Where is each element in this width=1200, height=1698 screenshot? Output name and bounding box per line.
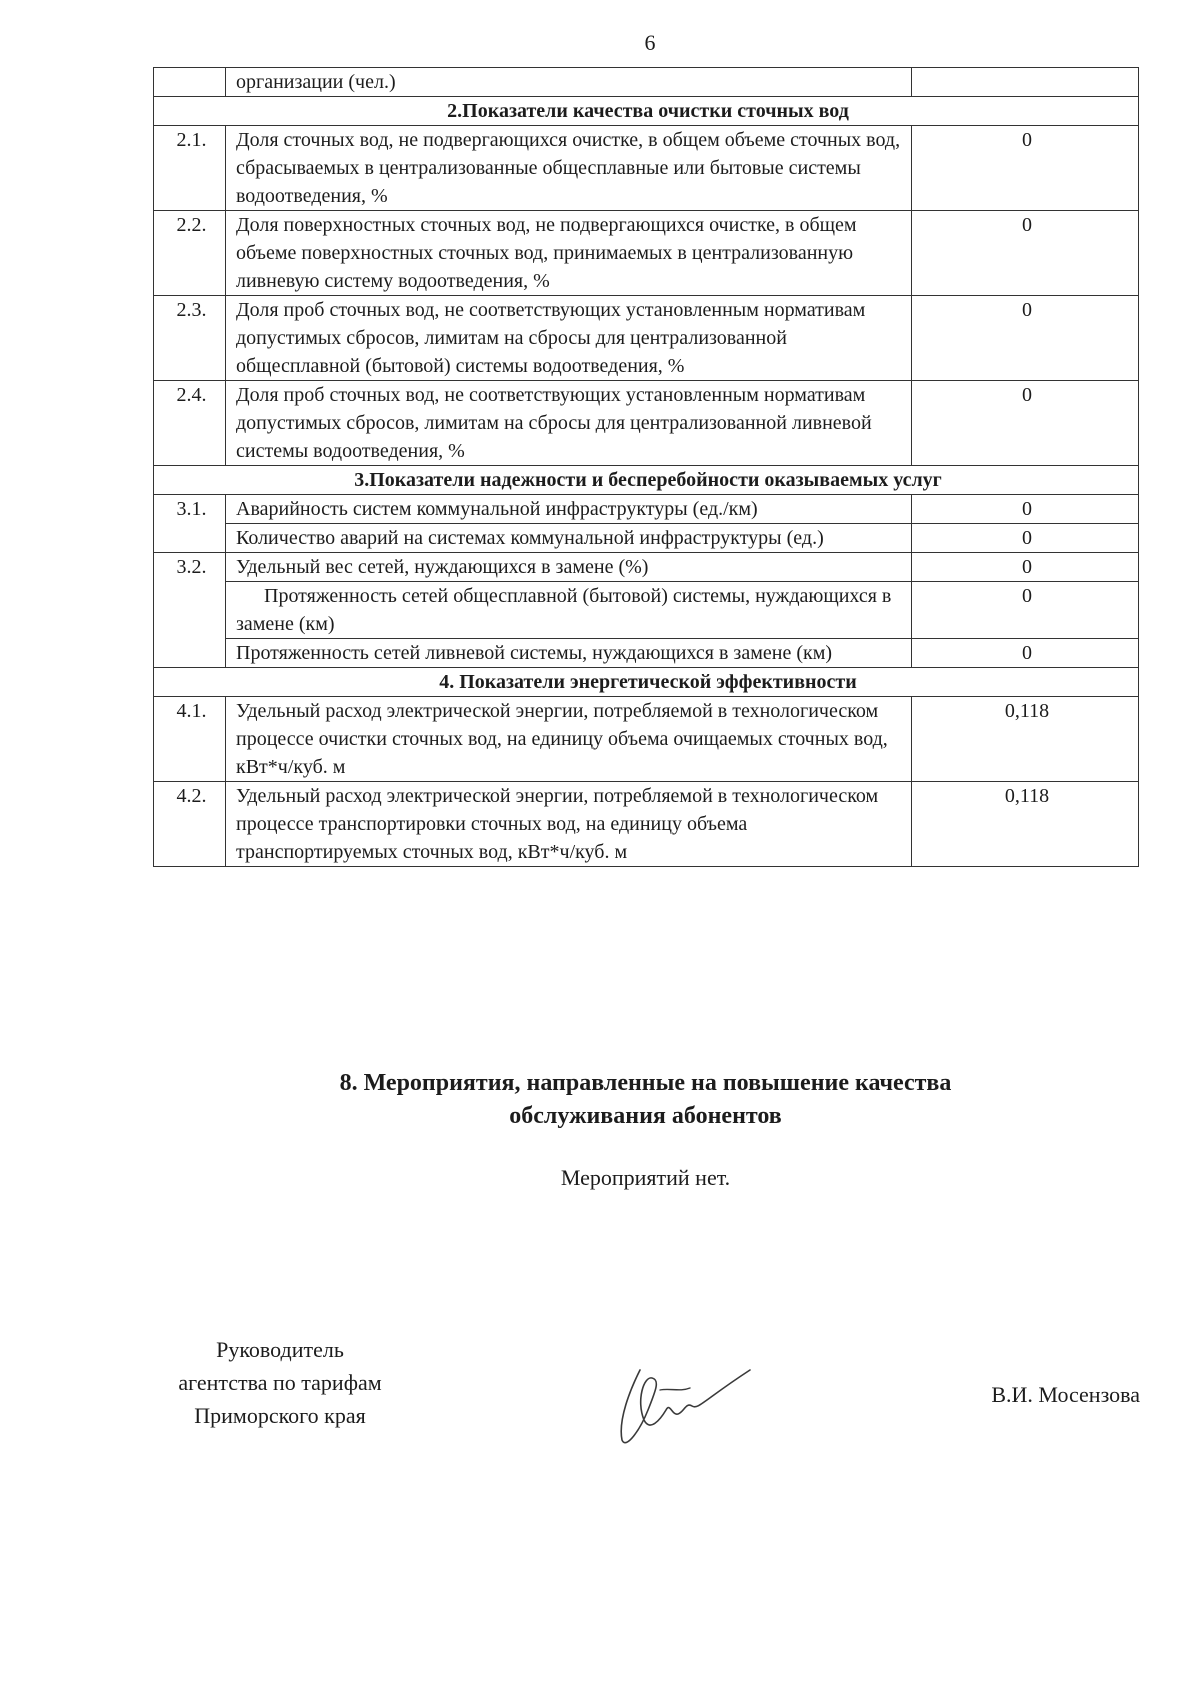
- indicator-value: 0: [912, 582, 1139, 639]
- indicator-value: 0: [912, 211, 1139, 296]
- table-row: [154, 296, 1139, 381]
- table-row: [154, 782, 1139, 867]
- row-number: 2.4.: [154, 381, 226, 466]
- indicator-text: Доля проб сточных вод, не соответствующих установленным нормативам допустимых сбросов, лимитам на сбросы для централизованной общесплавной (бытовой) системы водоотведения, %: [226, 296, 912, 381]
- indicator-text: Доля проб сточных вод, не соответствующих установленным нормативам допустимых сбросов, лимитам на сбросы для централизованной ливневой системы водоотведения, %: [226, 381, 912, 466]
- handwritten-signature: [600, 1350, 760, 1460]
- indicator-value: 0,118: [912, 697, 1139, 782]
- indicator-text: Протяженность сетей ливневой системы, нуждающихся в замене (км): [226, 639, 912, 668]
- section-8-heading-line-2: обслуживания абонентов: [509, 1103, 782, 1129]
- indicator-text: организации (чел.): [226, 68, 912, 97]
- table-row: [154, 524, 1139, 553]
- signer-title-line-3: Приморского края: [194, 1403, 366, 1428]
- section-heading: 3.Показатели надежности и бесперебойности оказываемых услуг: [154, 466, 1139, 495]
- indicator-text: Доля сточных вод, не подвергающихся очистке, в общем объеме сточных вод, сбрасываемых в централизованные общесплавные или бытовые системы водоотведения, %: [226, 126, 912, 211]
- indicators-table: [153, 67, 1139, 867]
- indicator-value: 0: [912, 553, 1139, 582]
- table-row: [154, 582, 1139, 639]
- signer-title-line-1: Руководитель: [216, 1337, 344, 1362]
- table-row: [154, 211, 1139, 296]
- section-heading-row: [154, 668, 1139, 697]
- signer-title: [130, 1333, 430, 1432]
- table-row: [154, 68, 1139, 97]
- section-heading: 4. Показатели энергетической эффективности: [154, 668, 1139, 697]
- section-8-body: Мероприятий нет.: [560, 1165, 731, 1190]
- section-heading-row: [154, 97, 1139, 126]
- section-heading-row: [154, 466, 1139, 495]
- indicator-text: Удельный расход электрической энергии, потребляемой в технологическом процессе транспортировки сточных вод, на единицу объема транспортируемых сточных вод, кВт*ч/куб. м: [226, 782, 912, 867]
- indicator-value: [912, 68, 1139, 97]
- indicator-value: 0: [912, 524, 1139, 553]
- row-number: 3.1.: [154, 495, 226, 553]
- section-8-heading-line-1: 8. Мероприятия, направленные на повышение качества: [339, 1070, 952, 1096]
- row-number: 3.2.: [154, 553, 226, 668]
- table-row: [154, 495, 1139, 524]
- indicator-text: Удельный расход электрической энергии, потребляемой в технологическом процессе очистки сточных вод, на единицу объема очищаемых сточных вод, кВт*ч/куб. м: [226, 697, 912, 782]
- section-heading: 2.Показатели качества очистки сточных вод: [154, 97, 1139, 126]
- page-number: 6: [644, 30, 656, 55]
- row-number: 4.1.: [154, 697, 226, 782]
- signer-title-line-2: агентства по тарифам: [178, 1370, 382, 1395]
- table-row: [154, 697, 1139, 782]
- row-number: 4.2.: [154, 782, 226, 867]
- indicator-value: 0: [912, 381, 1139, 466]
- section-8-heading: [153, 1067, 1138, 1133]
- table-row: [154, 639, 1139, 668]
- table-row: [154, 381, 1139, 466]
- indicator-value: 0: [912, 495, 1139, 524]
- indicator-text: Количество аварий на системах коммунальной инфраструктуры (ед.): [226, 524, 912, 553]
- indicator-text: Аварийность систем коммунальной инфраструктуры (ед./км): [226, 495, 912, 524]
- signer-name: В.И. Мосензова: [991, 1382, 1140, 1407]
- indicator-value: 0: [912, 639, 1139, 668]
- indicator-value: 0: [912, 126, 1139, 211]
- row-number: 2.1.: [154, 126, 226, 211]
- row-number: 2.2.: [154, 211, 226, 296]
- indicator-text: Удельный вес сетей, нуждающихся в замене (%): [226, 553, 912, 582]
- row-number: 2.3.: [154, 296, 226, 381]
- indicator-value: 0: [912, 296, 1139, 381]
- indicator-value: 0,118: [912, 782, 1139, 867]
- table-row: [154, 126, 1139, 211]
- indicator-text: Протяженность сетей общесплавной (бытовой) системы, нуждающихся в замене (км): [226, 582, 912, 639]
- row-number: [154, 68, 226, 97]
- indicator-text: Доля поверхностных сточных вод, не подвергающихся очистке, в общем объеме поверхностных сточных вод, принимаемых в централизованную ливневую систему водоотведения, %: [226, 211, 912, 296]
- table-row: [154, 553, 1139, 582]
